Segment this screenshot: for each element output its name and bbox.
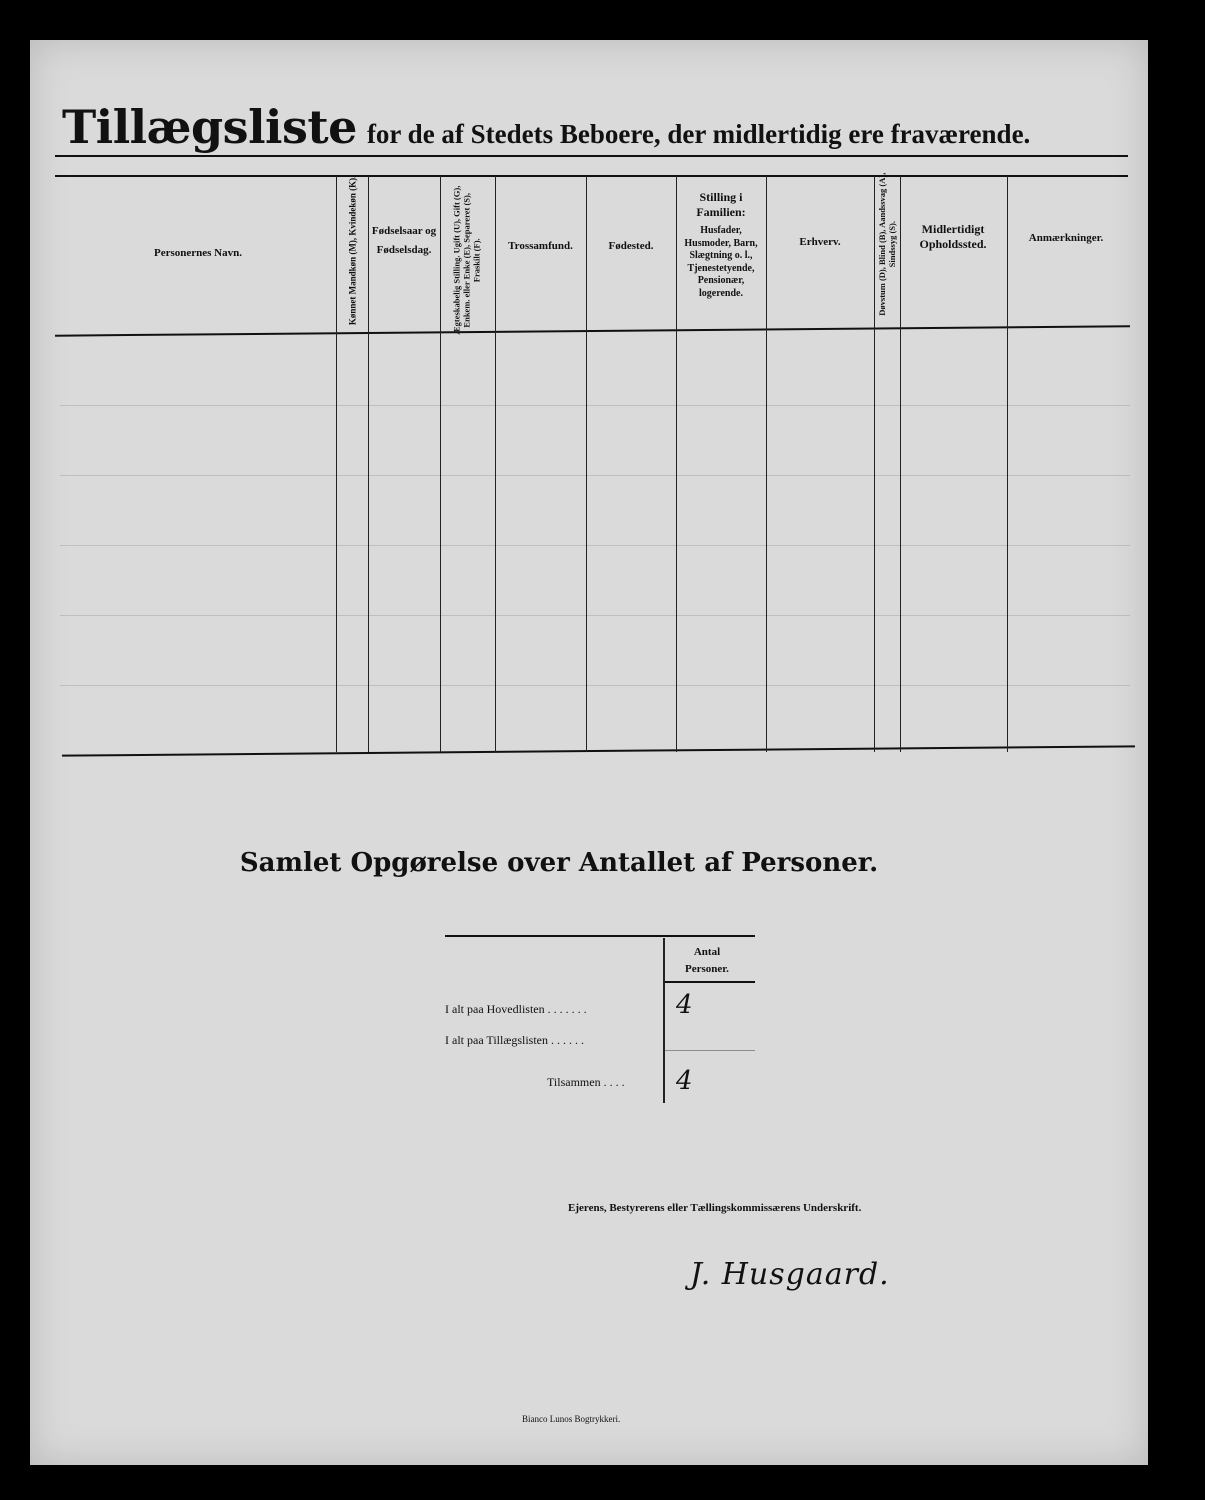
form-title bbox=[62, 100, 1030, 154]
row-line bbox=[60, 475, 1130, 476]
row-line bbox=[60, 545, 1130, 546]
printer-credit: Bianco Lunos Bogtrykkeri. bbox=[522, 1414, 621, 1424]
summary-divider bbox=[663, 938, 665, 1103]
summary-total-value: 4 bbox=[676, 1066, 693, 1096]
header-remarks: Anmærkninger. bbox=[1028, 232, 1104, 244]
table-top-rule-2 bbox=[55, 175, 1128, 177]
header-names: Personernes Navn. bbox=[154, 247, 242, 259]
summary-top-rule bbox=[445, 935, 755, 937]
header-temp-residence: Midlertidigt Opholdssted. bbox=[919, 222, 987, 251]
column-divider bbox=[495, 176, 496, 752]
signature-handwriting: J. Husgaard. bbox=[690, 1257, 890, 1292]
column-divider bbox=[1007, 176, 1008, 752]
signature-caption: Ejerens, Bestyrerens eller Tællingskommissærens Underskrift. bbox=[568, 1202, 862, 1214]
column-divider bbox=[676, 176, 677, 752]
summary-supplementary-label: I alt paa Tillægslisten . . . . . . bbox=[445, 1033, 585, 1047]
header-religion: Trossamfund. bbox=[508, 240, 573, 252]
summary-header-rule bbox=[665, 981, 755, 983]
header-occupation: Erhverv. bbox=[799, 236, 841, 248]
header-birth: Fødselsaar og Fødselsdag. bbox=[371, 225, 437, 256]
column-divider bbox=[440, 176, 441, 752]
column-divider bbox=[900, 176, 901, 752]
column-divider bbox=[766, 176, 767, 752]
summary-total-label: Tilsammen . . . . bbox=[547, 1075, 625, 1089]
summary-main-list-value: 4 bbox=[676, 990, 693, 1020]
title-main: Tillægsliste bbox=[62, 100, 357, 154]
row-line bbox=[60, 685, 1130, 686]
summary-col-header: Antal Personer. bbox=[685, 946, 729, 975]
header-family-position: Stilling i Familien: Husfader, Husmoder, Barn, Slægtning o. l., Tjenestetyende, Pensionær, logerende. bbox=[684, 190, 758, 299]
summary-heading: Samlet Opgørelse over Antallet af Personer. bbox=[239, 848, 879, 878]
table-top-rule bbox=[55, 155, 1128, 157]
summary-row-line bbox=[665, 1050, 755, 1051]
column-divider bbox=[368, 176, 369, 752]
header-sex: Kønnet Mandkøn (M), Kvindekøn (K). bbox=[347, 175, 358, 326]
header-marital: Ægteskabelig Stilling. Ugift (U), Gift (G), Enkem. eller Enke (E), Separeret (S), Fraskilt (F). bbox=[451, 185, 483, 335]
row-line bbox=[60, 615, 1130, 616]
column-divider bbox=[586, 176, 587, 752]
header-birthplace: Fødested. bbox=[608, 240, 654, 252]
header-disability: Døvstum (D), Blind (B), Aandssvag (A), Sindssyg (S). bbox=[876, 172, 897, 316]
summary-main-list-label: I alt paa Hovedlisten . . . . . . . bbox=[445, 1002, 587, 1016]
column-divider bbox=[874, 176, 875, 752]
column-divider bbox=[336, 176, 337, 752]
row-line bbox=[60, 405, 1130, 406]
title-rest: for de af Stedets Beboere, der midlertidig ere fraværende. bbox=[366, 119, 1031, 149]
